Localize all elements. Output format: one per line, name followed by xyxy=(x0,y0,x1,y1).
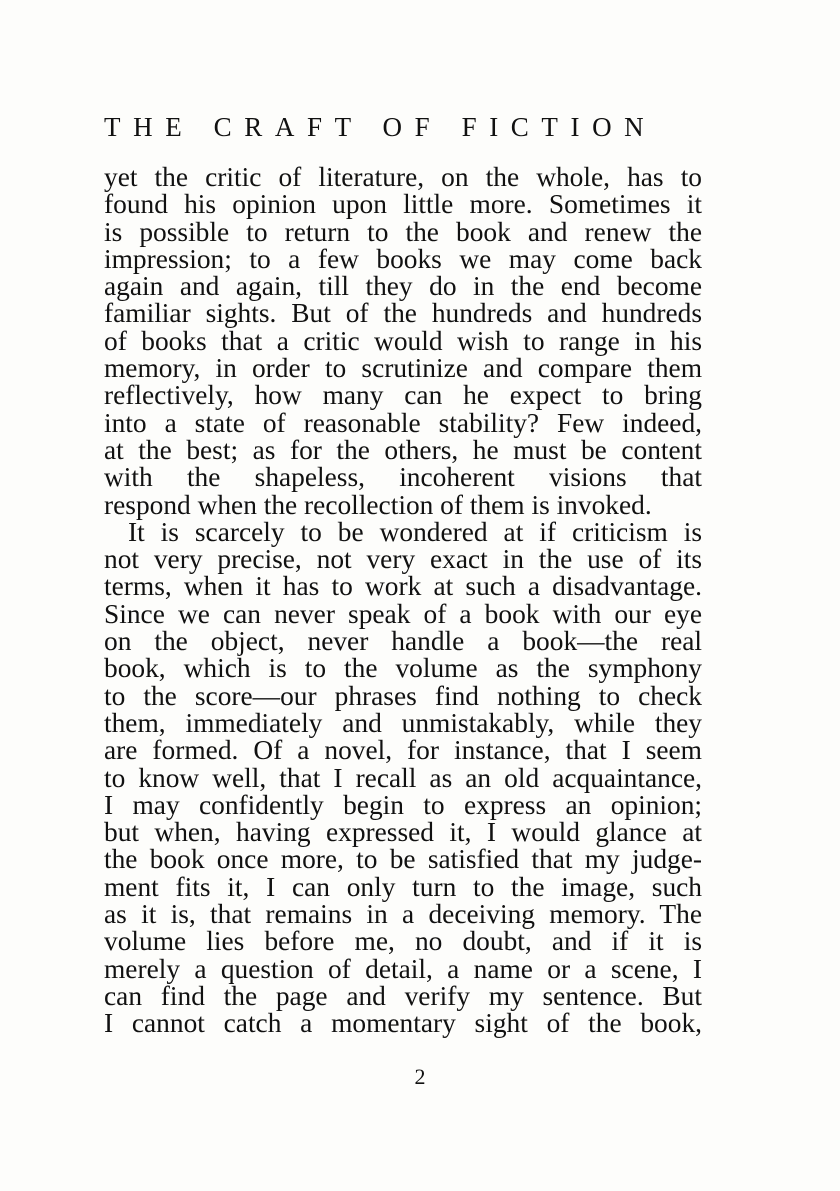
text-line: as it is, that remains in a deceiving memory. The xyxy=(104,899,702,930)
text-line: are formed. Of a novel, for instance, that I seem xyxy=(104,735,702,766)
text-line: book, which is to the volume as the symphony xyxy=(104,653,702,684)
text-line: terms, when it has to work at such a disadvantage. xyxy=(104,571,702,602)
paragraph-2 xyxy=(104,516,702,1039)
body-text xyxy=(104,164,702,1038)
running-head: THE CRAFT OF FICTION xyxy=(104,112,657,142)
paragraph-1 xyxy=(104,164,702,519)
text-line: It is scarcely to be wondered at if criticism is xyxy=(128,516,702,547)
text-line: merely a question of detail, a name or a scene, I xyxy=(104,953,702,984)
text-line: again and again, till they do in the end become xyxy=(104,271,702,302)
text-line: volume lies before me, no doubt, and if it is xyxy=(104,926,702,957)
text-line: not very precise, not very exact in the use of its xyxy=(104,544,702,575)
text-line: I may confidently begin to express an opinion; xyxy=(104,789,702,820)
text-line: is possible to return to the book and renew the xyxy=(104,216,702,247)
text-line: them, immediately and unmistakably, while they xyxy=(104,707,702,738)
text-line: impression; to a few books we may come back xyxy=(104,243,702,274)
page-number: 2 xyxy=(414,1064,426,1089)
text-line: into a state of reasonable stability? Few indeed, xyxy=(104,407,702,438)
text-line: on the object, never handle a book—the real xyxy=(104,626,702,657)
text-line: respond when the recollection of them is invoked. xyxy=(104,489,652,520)
text-line: with the shapeless, incoherent visions that xyxy=(104,462,702,493)
text-line: the book once more, to be satisfied that my judge- xyxy=(104,844,702,875)
text-line: to the score—our phrases find nothing to check xyxy=(104,680,702,711)
text-line: familiar sights. But of the hundreds and hundreds xyxy=(104,298,702,329)
text-line: at the best; as for the others, he must be content xyxy=(104,434,702,465)
text-line: ment fits it, I can only turn to the image, such xyxy=(104,871,702,902)
text-line: of books that a critic would wish to range in his xyxy=(104,325,702,356)
text-line: Since we can never speak of a book with our eye xyxy=(104,598,702,629)
text-line: I cannot catch a momentary sight of the book, xyxy=(104,1008,702,1039)
text-line: but when, having expressed it, I would glance at xyxy=(104,817,702,848)
text-line: memory, in order to scrutinize and compare them xyxy=(104,353,702,384)
text-line: to know well, that I recall as an old acquaintance, xyxy=(104,762,702,793)
text-line: yet the critic of literature, on the whole, has to xyxy=(104,162,702,192)
text-line: found his opinion upon little more. Sometimes it xyxy=(104,189,702,220)
text-line: reflectively, how many can he expect to bring xyxy=(104,380,702,411)
text-line: can find the page and verify my sentence. But xyxy=(104,980,702,1011)
